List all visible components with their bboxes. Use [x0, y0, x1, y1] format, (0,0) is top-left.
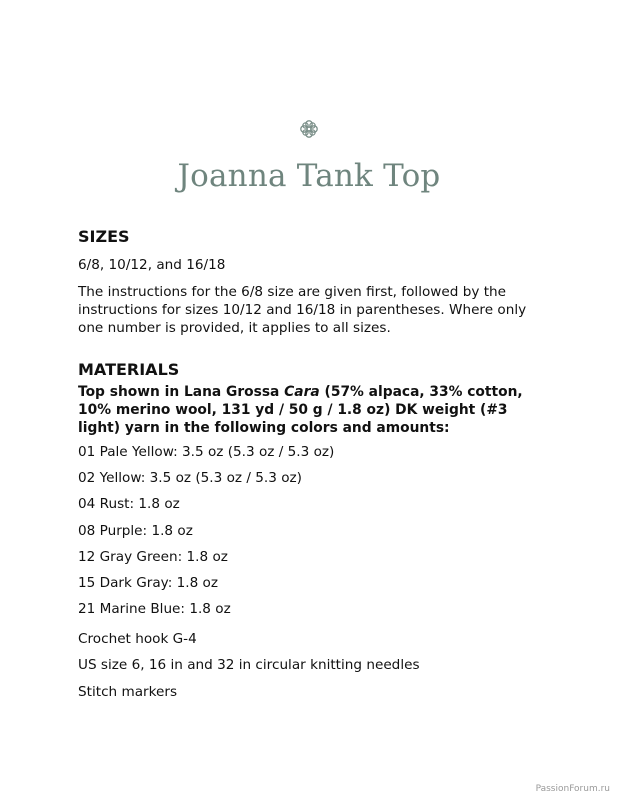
yarn-description: [78, 383, 548, 437]
yarn-details: (57% alpaca, 33% cotton, 10% merino wool, 131 yd / 50 g / 1.8 oz) DK weight (#3 light) yarn in the following colors and amounts:: [78, 384, 523, 436]
materials-section: [78, 359, 548, 701]
list-item: 15 Dark Gray: 1.8 oz: [78, 574, 218, 591]
list-item: 01 Pale Yellow: 3.5 oz (5.3 oz / 5.3 oz): [78, 444, 335, 460]
sizes-list: 6/8, 10/12, and 16/18: [78, 257, 226, 273]
tool-knitting-needles: US size 6, 16 in and 32 in circular knitting needles: [78, 657, 420, 674]
tool-stitch-markers: Stitch markers: [78, 683, 178, 700]
sizes-section: [78, 226, 548, 337]
page-title: Joanna Tank Top: [177, 158, 441, 194]
watermark: PassionForum.ru: [535, 784, 610, 794]
flower-ornament-icon: [298, 118, 320, 140]
list-item: 02 Yellow: 3.5 oz (5.3 oz / 5.3 oz): [78, 470, 302, 487]
yarn-color-list: [78, 443, 548, 618]
sizes-heading: SIZES: [78, 227, 130, 246]
yarn-intro: Top shown in Lana Grossa: [78, 384, 285, 400]
tool-crochet-hook: Crochet hook G-4: [78, 631, 197, 648]
list-item: 04 Rust: 1.8 oz: [78, 496, 180, 513]
yarn-name: Cara: [284, 384, 320, 400]
list-item: 12 Gray Green: 1.8 oz: [78, 548, 228, 565]
list-item: 21 Marine Blue: 1.8 oz: [78, 601, 231, 618]
sizes-note: The instructions for the 6/8 size are given first, followed by the instructions for sizes 10/12 and 16/18 in parentheses. Where only one number is provided, it applies to all sizes.: [78, 284, 527, 336]
tools-list: [78, 630, 548, 700]
materials-heading: MATERIALS: [78, 360, 180, 379]
list-item: 08 Purple: 1.8 oz: [78, 522, 193, 539]
main-content: [78, 226, 548, 709]
